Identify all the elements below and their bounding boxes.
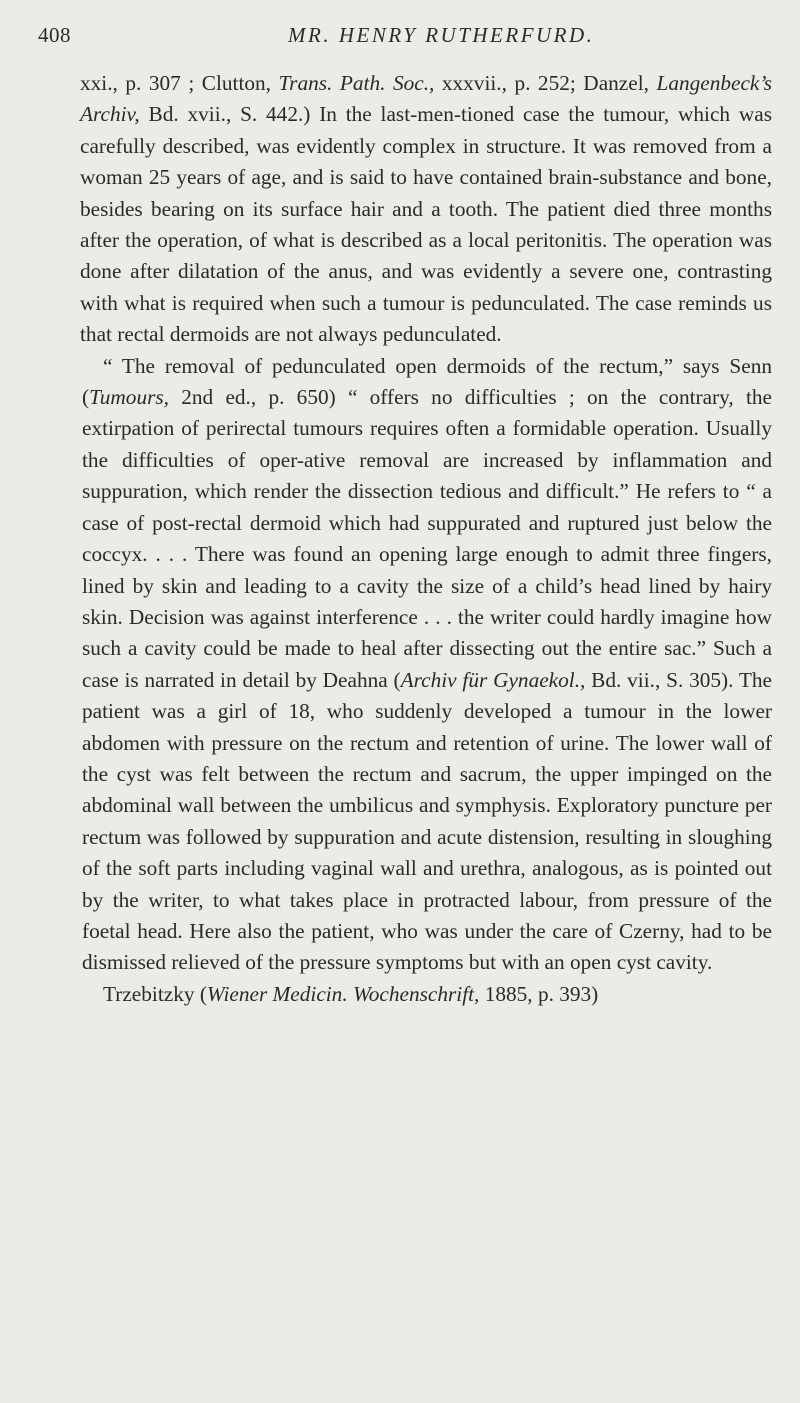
running-title: MR. HENRY RUTHERFURD. [288, 23, 595, 47]
paragraph-continued [80, 68, 772, 351]
paragraph-senn-quote [82, 351, 772, 979]
citation-title: Trans. Path. Soc., [278, 71, 435, 95]
text-run: “ The removal of pedunculated open dermoids of the rectum,” says Senn ( [82, 353, 772, 410]
running-head [38, 23, 778, 53]
text-run: Bd. vii., S. 305). The patient was a girl of 18, who suddenly developed a tumour in the lower abdomen with pressure on the rectum and retention of urine. The lower wall of the cyst was felt between the rectum and sacrum, the upper impinged on the abdominal wall between the umbilicus and symphysis. Exploratory puncture per rectum was followed by suppuration and acute distension, resulting in sloughing of the soft parts including vaginal wall and urethra, analogous, as is pointed out by the writer, to what takes place in protracted labour, from pressure of the foetal head. Here also the patient, who was under the care of Czerny, had to be dismissed relieved of the pressure symptoms but with an open cyst cavity. [82, 667, 772, 975]
paragraph-trzebitzky [82, 979, 772, 1010]
citation-title: Wiener Medicin. Wochenschrift, [206, 981, 480, 1006]
text-run: Trzebitzky ( [103, 981, 207, 1006]
text-run: Bd. xvii., S. 442.) In the last-men-tioned case the tumour, which was carefully described, was evidently complex in structure. It was removed from a woman 25 years of age, and is said to have contained brain-substance and bone, besides bearing on its surface hair and a tooth. The patient died three months after the operation, of what is described as a local peritonitis. The operation was done after dilatation of the anus, and was evidently a severe one, contrasting with what is required when such a tumour is pedunculated. The case reminds us that rectal dermoids are not always pedunculated. [80, 102, 772, 347]
citation-title: Langenbeck’s Archiv, [80, 71, 772, 127]
text-run: 2nd ed., p. 650) “ offers no difficulties ; on the contrary, the extirpation of perirectal tumours requires often a formidable operation. Usually the difficulties of oper-ative removal are increased by inflammation and suppuration, which render the dissection tedious and difficult.” He refers to “ a case of post-rectal dermoid which had suppurated and ruptured just below the coccyx. . . . There was found an opening large enough to admit three fingers, lined by skin and leading to a cavity the size of a child’s head lined by hairy skin. Decision was against interference . . . the writer could hardly imagine how such a cavity could be made to heal after dissecting out the entire sac.” Such a case is narrated in detail by Deahna ( [82, 385, 772, 692]
citation-title: Tumours, [89, 385, 169, 410]
text-run: xxxvii., p. 252; Danzel, [434, 71, 657, 95]
text-run: 1885, p. 393) [479, 981, 599, 1006]
body-text [82, 68, 772, 1010]
page-number: 408 [38, 23, 71, 47]
citation-title: Archiv für Gynaekol., [400, 667, 586, 692]
text-run: xxi., p. 307 ; Clutton, [80, 71, 279, 95]
